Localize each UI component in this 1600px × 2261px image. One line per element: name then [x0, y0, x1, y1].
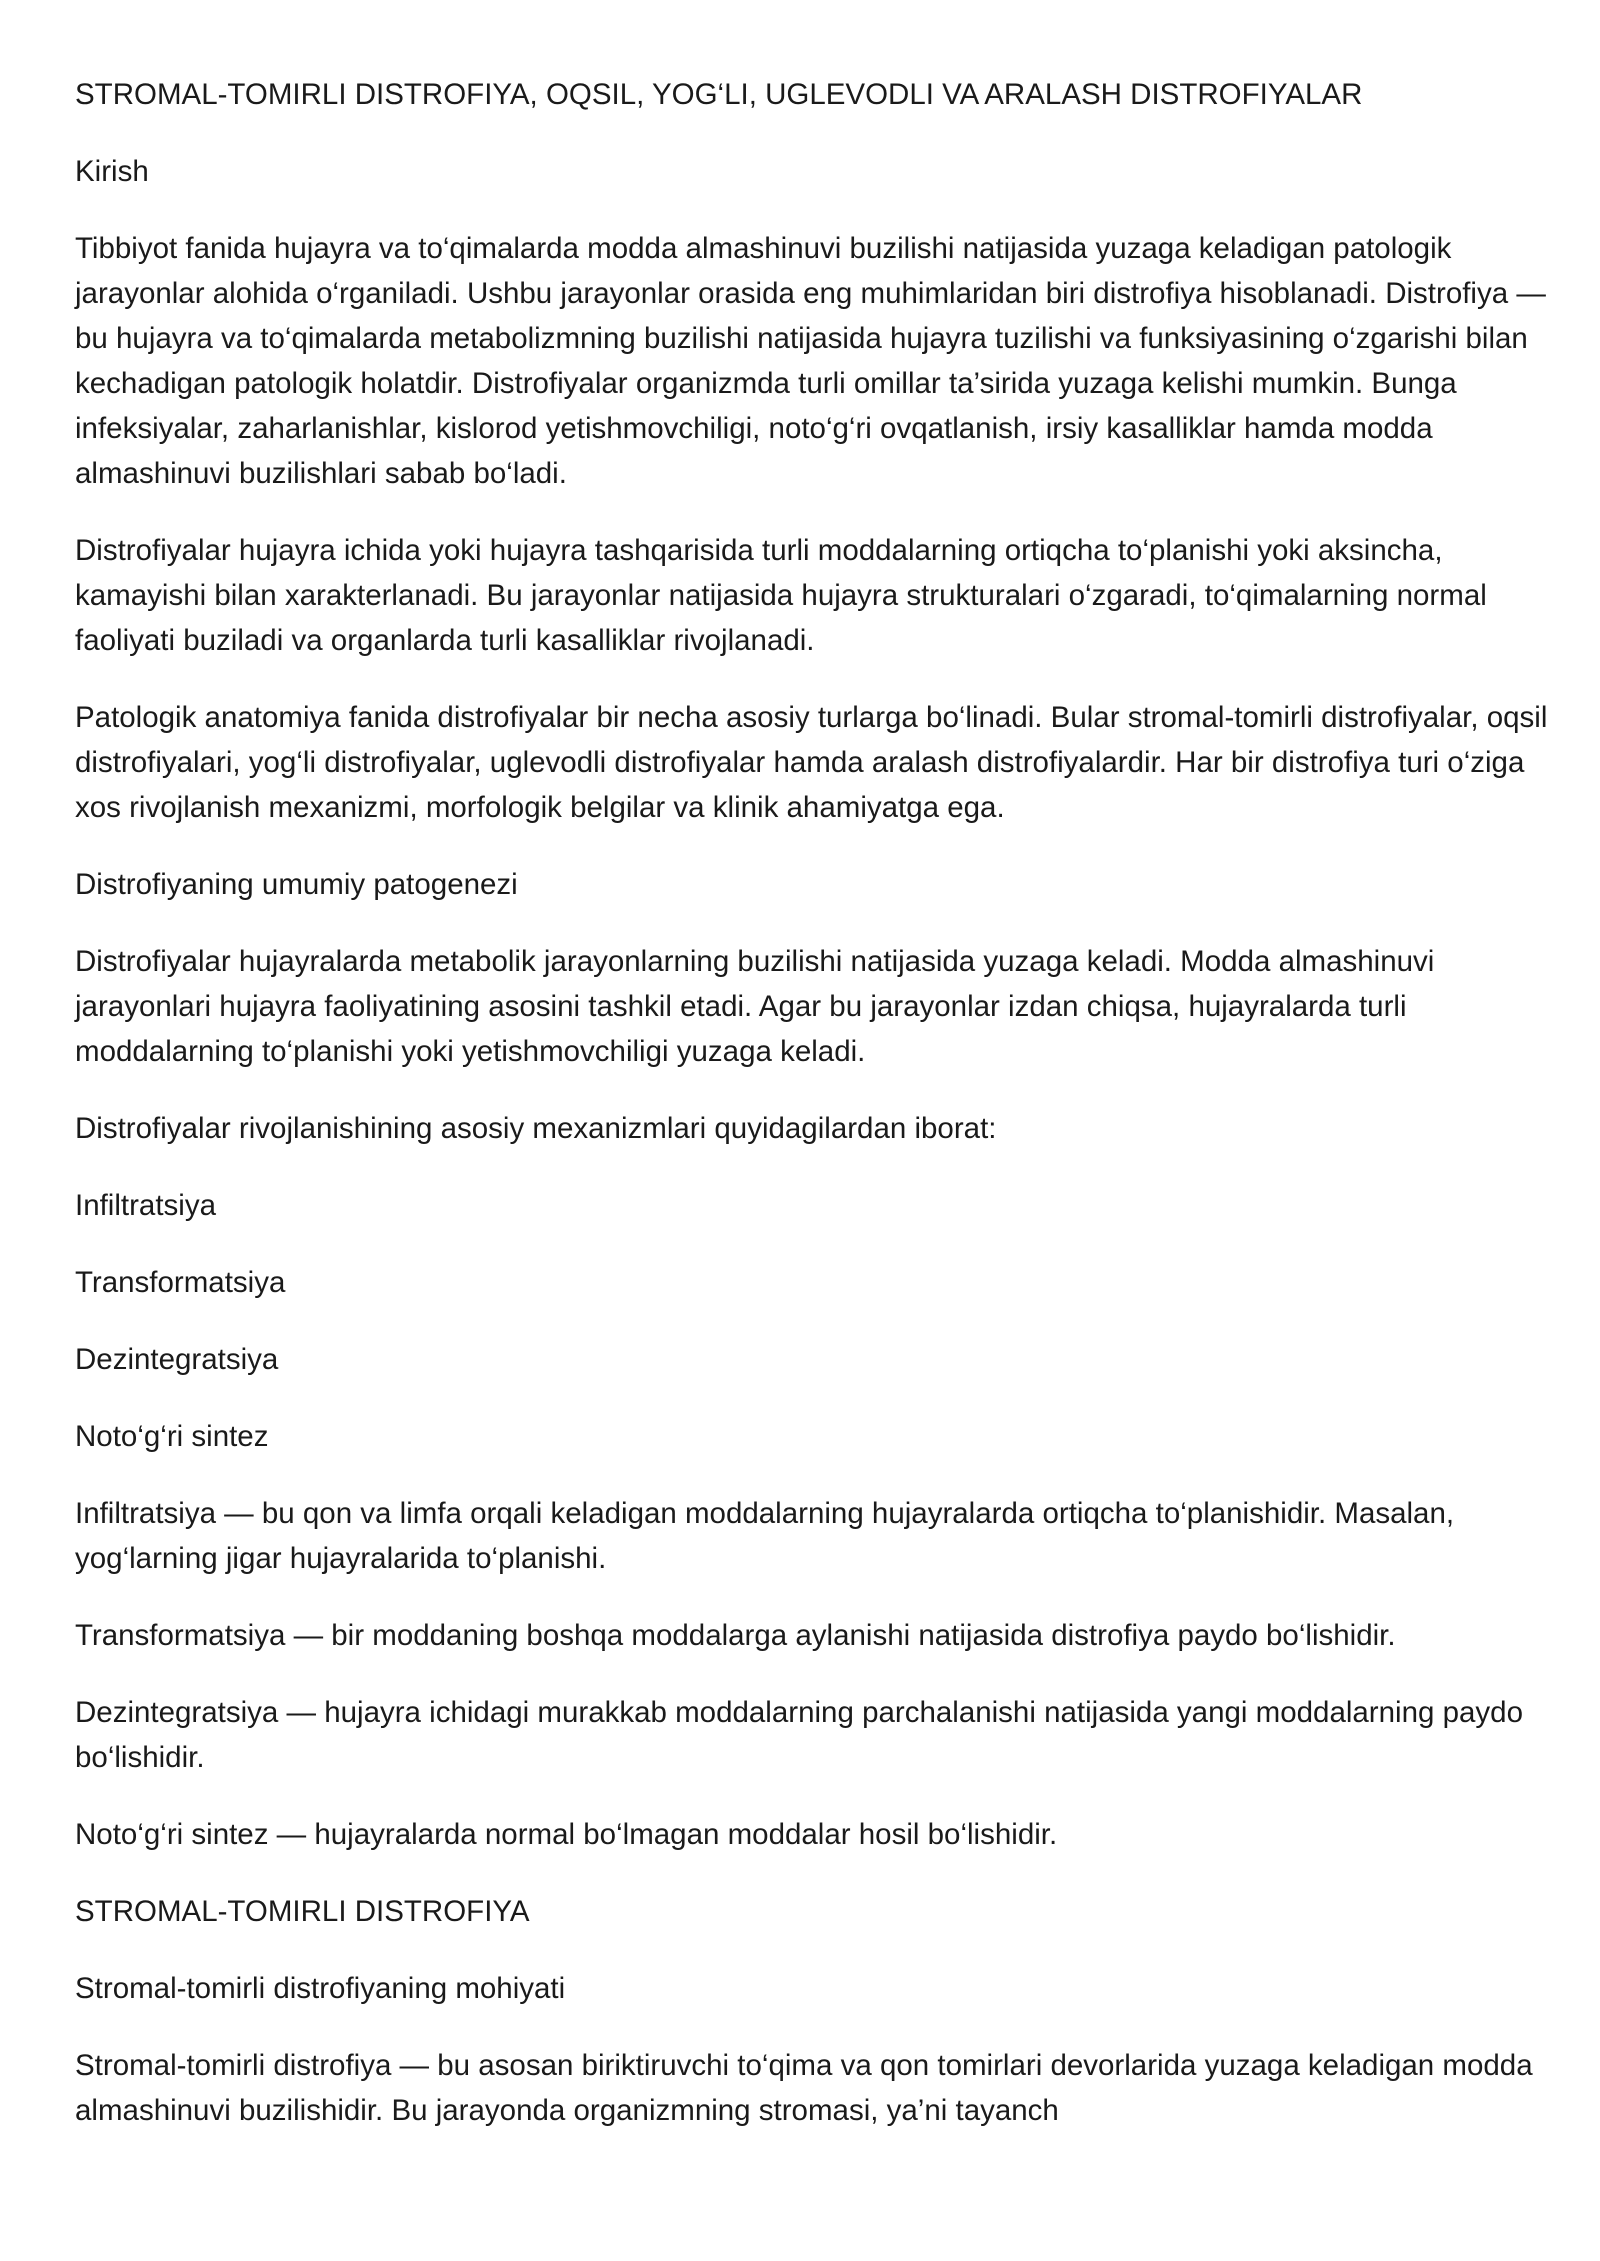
- document-title: STROMAL-TOMIRLI DISTROFIYA, OQSIL, YOG‘LI, UGLEVODLI VA ARALASH DISTROFIYALAR: [75, 78, 1363, 111]
- mechanism-item: Transformatsiya: [75, 1266, 286, 1299]
- paragraph-stromal-1: Stromal-tomirli distrofiya — bu asosan biriktiruvchi to‘qima va qon tomirlari devorlarida yuzaga keladigan modda almashinuvi buzilishidir. Bu jarayonda organizmning stromasi, ya’ni tayanch: [75, 2049, 1533, 2127]
- definition-wrong-synthesis: Noto‘g‘ri sintez — hujayralarda normal bo‘lmagan moddalar hosil bo‘lishidir.: [75, 1818, 1058, 1851]
- mechanism-item: Dezintegratsiya: [75, 1343, 279, 1376]
- paragraph-pathogenesis-2: Distrofiyalar rivojlanishining asosiy mexanizmlari quyidagilardan iborat:: [75, 1112, 997, 1145]
- paragraph-intro-1: Tibbiyot fanida hujayra va to‘qimalarda modda almashinuvi buzilishi natijasida yuzaga keladigan patologik jarayonlar alohida o‘rganiladi. Ushbu jarayonlar orasida eng muhimlaridan biri distrofiya hisoblanadi. Distrofiya — bu hujayra va to‘qimalarda metabolizmning buzilishi natijasida hujayra tuzilishi va funksiyasining o‘zgarishi bilan kechadigan patologik holatdir. Distrofiyalar organizmda turli omillar ta’sirida yuzaga kelishi mumkin. Bunga infeksiyalar, zaharlanishlar, kislorod yetishmovchiligi, noto‘g‘ri ovqatlanish, irsiy kasalliklar hamda modda almashinuvi buzilishlari sabab bo‘ladi.: [75, 232, 1546, 490]
- mechanism-item: Noto‘g‘ri sintez: [75, 1420, 269, 1453]
- definition-disintegration: Dezintegratsiya — hujayra ichidagi murakkab moddalarning parchalanishi natijasida yangi moddalarning paydo bo‘lishidir.: [75, 1696, 1523, 1774]
- section-heading-stromal: STROMAL-TOMIRLI DISTROFIYA: [75, 1895, 530, 1928]
- paragraph-intro-2: Distrofiyalar hujayra ichida yoki hujayra tashqarisida turli moddalarning ortiqcha to‘planishi yoki aksincha, kamayishi bilan xarakterlanadi. Bu jarayonlar natijasida hujayra strukturalari o‘zgaradi, to‘qimalarning normal faoliyati buziladi va organlarda turli kasalliklar rivojlanadi.: [75, 534, 1487, 657]
- section-heading-intro: Kirish: [75, 155, 149, 188]
- definition-infiltration: Infiltratsiya — bu qon va limfa orqali keladigan moddalarning hujayralarda ortiqcha to‘planishidir. Masalan, yog‘larning jigar hujayralarida to‘planishi.: [75, 1497, 1455, 1575]
- paragraph-pathogenesis-1: Distrofiyalar hujayralarda metabolik jarayonlarning buzilishi natijasida yuzaga keladi. Modda almashinuvi jarayonlari hujayra faoliyatining asosini tashkil etadi. Agar bu jarayonlar izdan chiqsa, hujayralarda turli moddalarning to‘planishi yoki yetishmovchiligi yuzaga keladi.: [75, 945, 1435, 1068]
- section-heading-pathogenesis: Distrofiyaning umumiy patogenezi: [75, 868, 518, 901]
- document-page: [75, 72, 1555, 2165]
- paragraph-intro-3: Patologik anatomiya fanida distrofiyalar bir necha asosiy turlarga bo‘linadi. Bular stromal-tomirli distrofiyalar, oqsil distrofiyalari, yog‘li distrofiyalar, uglevodli distrofiyalar hamda aralash distrofiyalardir. Har bir distrofiya turi o‘ziga xos rivojlanish mexanizmi, morfologik belgilar va klinik ahamiyatga ega.: [75, 701, 1548, 824]
- subheading-stromal-essence: Stromal-tomirli distrofiyaning mohiyati: [75, 1972, 566, 2005]
- definition-transformation: Transformatsiya — bir moddaning boshqa moddalarga aylanishi natijasida distrofiya paydo bo‘lishidir.: [75, 1619, 1396, 1652]
- mechanism-item: Infiltratsiya: [75, 1189, 216, 1222]
